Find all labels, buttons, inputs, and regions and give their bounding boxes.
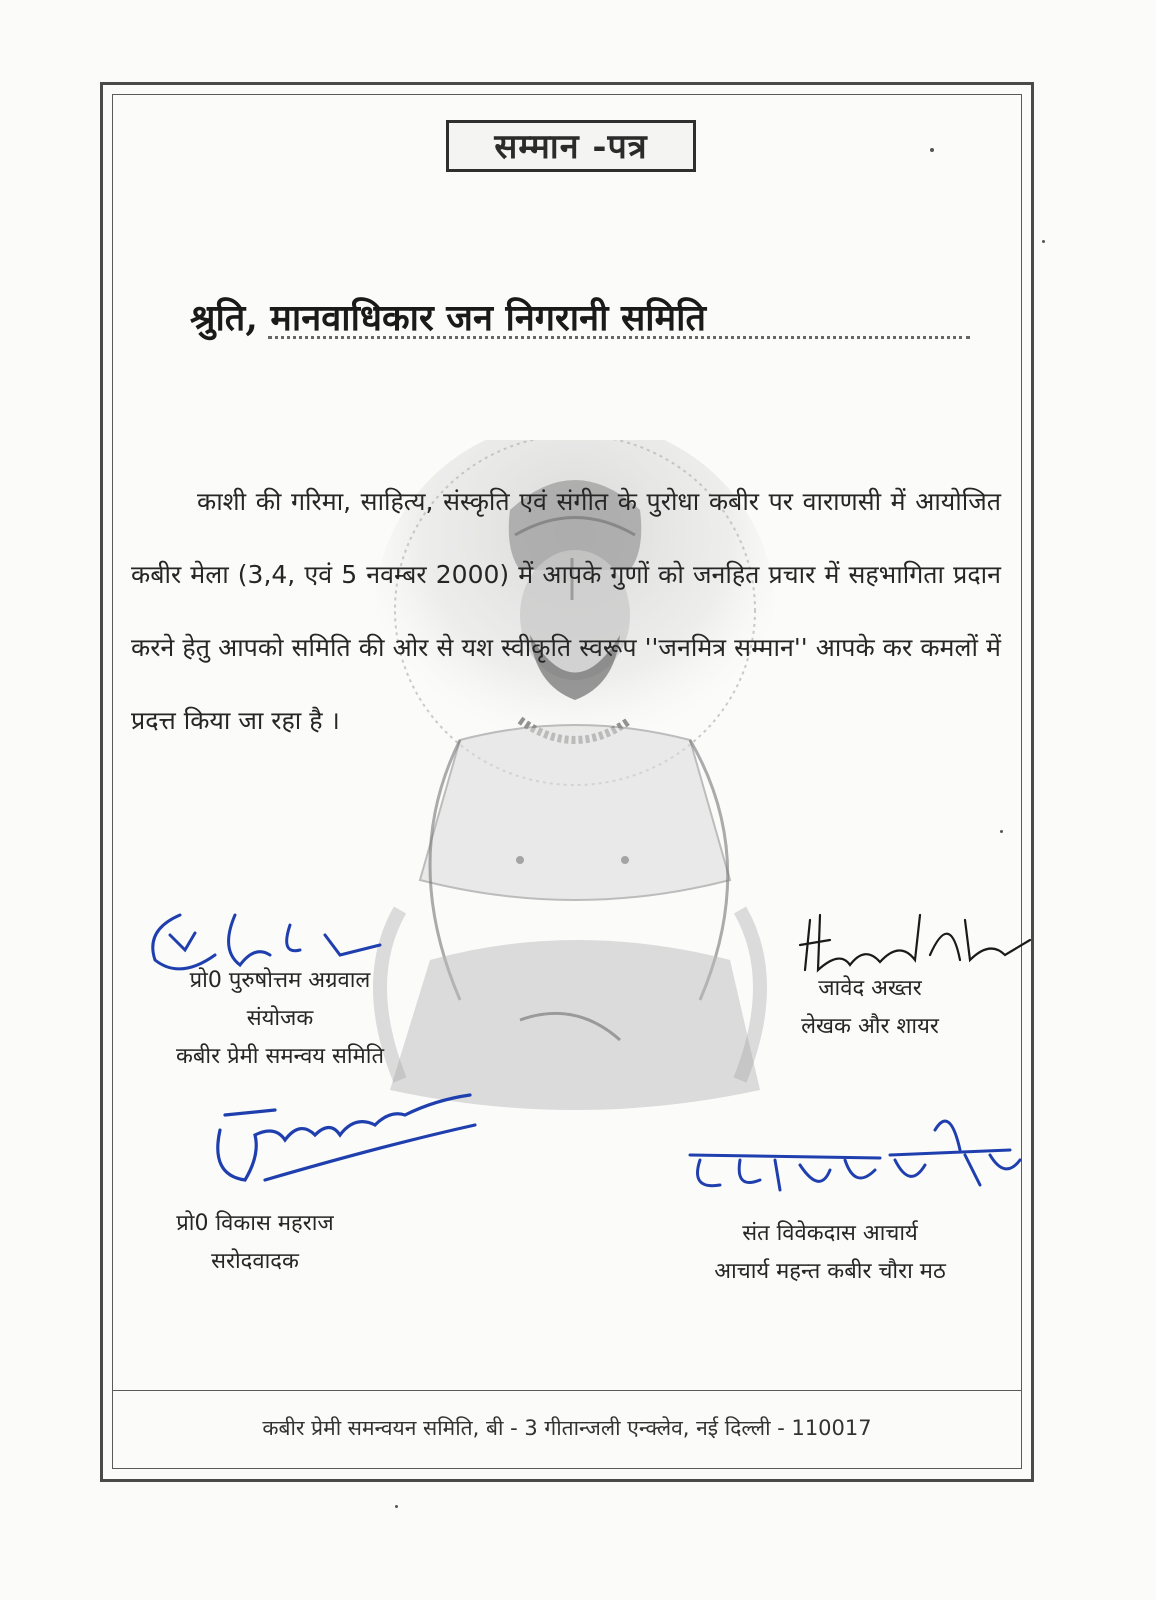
signature-vikas [205,1085,485,1195]
signatory-role: लेखक और शायर [801,1014,939,1039]
signature-javed [790,900,1040,980]
signatory-name: जावेद अख्तर [818,976,922,1001]
signatory-role: आचार्य महन्त कबीर चौरा मठ [714,1259,946,1284]
signatory-name: प्रो0 पुरुषोत्तम अग्रवाल [189,968,371,993]
signatory-role: संयोजक [246,1006,314,1031]
signatory-role: सरोदवादक [211,1249,299,1274]
paper-speck [1000,830,1003,833]
signatory-vivekdas [660,1215,1000,1291]
signatory-org: कबीर प्रेमी समन्वय समिति [175,1044,385,1069]
paper-speck [395,1505,398,1508]
signatory-name: संत विवेकदास आचार्य [742,1221,918,1246]
recipient-name: श्रुति, मानवाधिकार जन निगरानी समिति [190,297,706,339]
certificate-title: सम्मान -पत्र [494,127,648,168]
footer-address: कबीर प्रेमी समन्वयन समिति, बी - 3 गीतान्जली एन्क्लेव, नई दिल्ली - 110017 [262,1416,872,1440]
signatory-purushottam [150,962,410,1076]
recipient-line [190,290,980,350]
signatory-name: प्रो0 विकास महराज [176,1211,334,1236]
certificate-body: काशी की गरिमा, साहित्य, संस्कृति एवं संगीत के पुरोधा कबीर पर वाराणसी में आयोजित कबीर मेला (3,4, एवं 5 नवम्बर 2000) में आपके गुणों को जनहित प्रचार में सहभागिता प्रदान करने हेतु आपको समिति की ओर से यश स्वीकृति स्वरूप ''जनमित्र सम्मान'' आपके कर कमलों में प्रदत्त किया जा रहा है । [131,487,1001,735]
paper-speck [1042,240,1045,243]
paper-speck [930,148,934,152]
footer-divider [112,1390,1022,1391]
signatory-vikas [140,1205,370,1281]
signatory-javed [760,970,980,1046]
title-box [446,120,696,172]
signature-vivekdas [680,1110,1030,1200]
